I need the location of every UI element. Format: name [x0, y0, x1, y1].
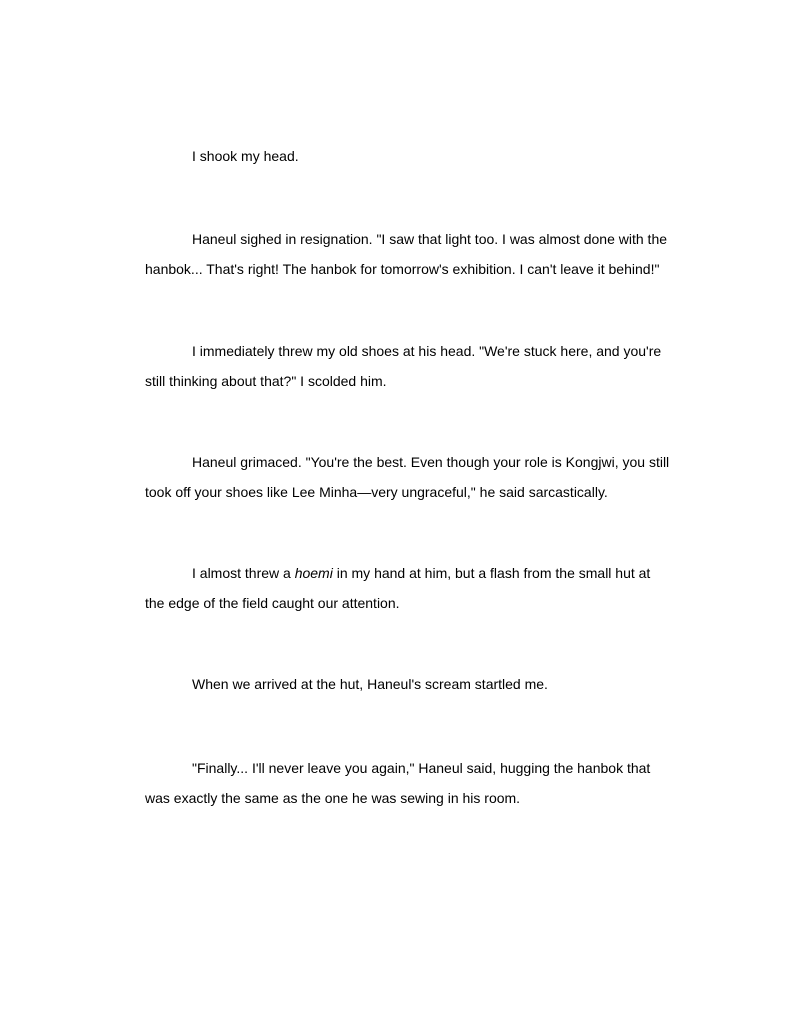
paragraph-line: the edge of the field caught our attention. — [145, 595, 400, 611]
paragraph-line: I immediately threw my old shoes at his head. "We're stuck here, and you're — [192, 343, 662, 359]
paragraph-5 — [145, 558, 690, 618]
paragraph-line: still thinking about that?" I scolded him. — [145, 373, 387, 389]
paragraph-7 — [145, 753, 690, 813]
text-run: in my hand at him, but a flash from the small hut at — [332, 565, 651, 581]
paragraph-line: hanbok... That's right! The hanbok for tomorrow's exhibition. I can't leave it behind!" — [145, 261, 660, 277]
paragraph-line: I shook my head. — [192, 148, 299, 164]
paragraph-line: Haneul sighed in resignation. "I saw that light too. I was almost done with the — [192, 231, 668, 247]
paragraph-line — [145, 558, 690, 588]
italic-word-hoemi: hoemi — [294, 565, 333, 581]
paragraph-line: When we arrived at the hut, Haneul's scream startled me. — [192, 676, 548, 692]
paragraph-4 — [145, 447, 690, 507]
paragraph-3 — [145, 336, 690, 396]
paragraph-line: took off your shoes like Lee Minha—very ungraceful," he said sarcastically. — [145, 484, 608, 500]
text-run: I almost threw a — [192, 565, 295, 581]
paragraph-line: was exactly the same as the one he was sewing in his room. — [145, 790, 521, 806]
paragraph-line: Haneul grimaced. "You're the best. Even though your role is Kongjwi, you still — [192, 454, 670, 470]
paragraph-6 — [145, 669, 690, 699]
paragraph-2 — [145, 224, 690, 284]
paragraph-1 — [145, 141, 690, 171]
paragraph-line: "Finally... I'll never leave you again," Haneul said, hugging the hanbok that — [192, 760, 651, 776]
